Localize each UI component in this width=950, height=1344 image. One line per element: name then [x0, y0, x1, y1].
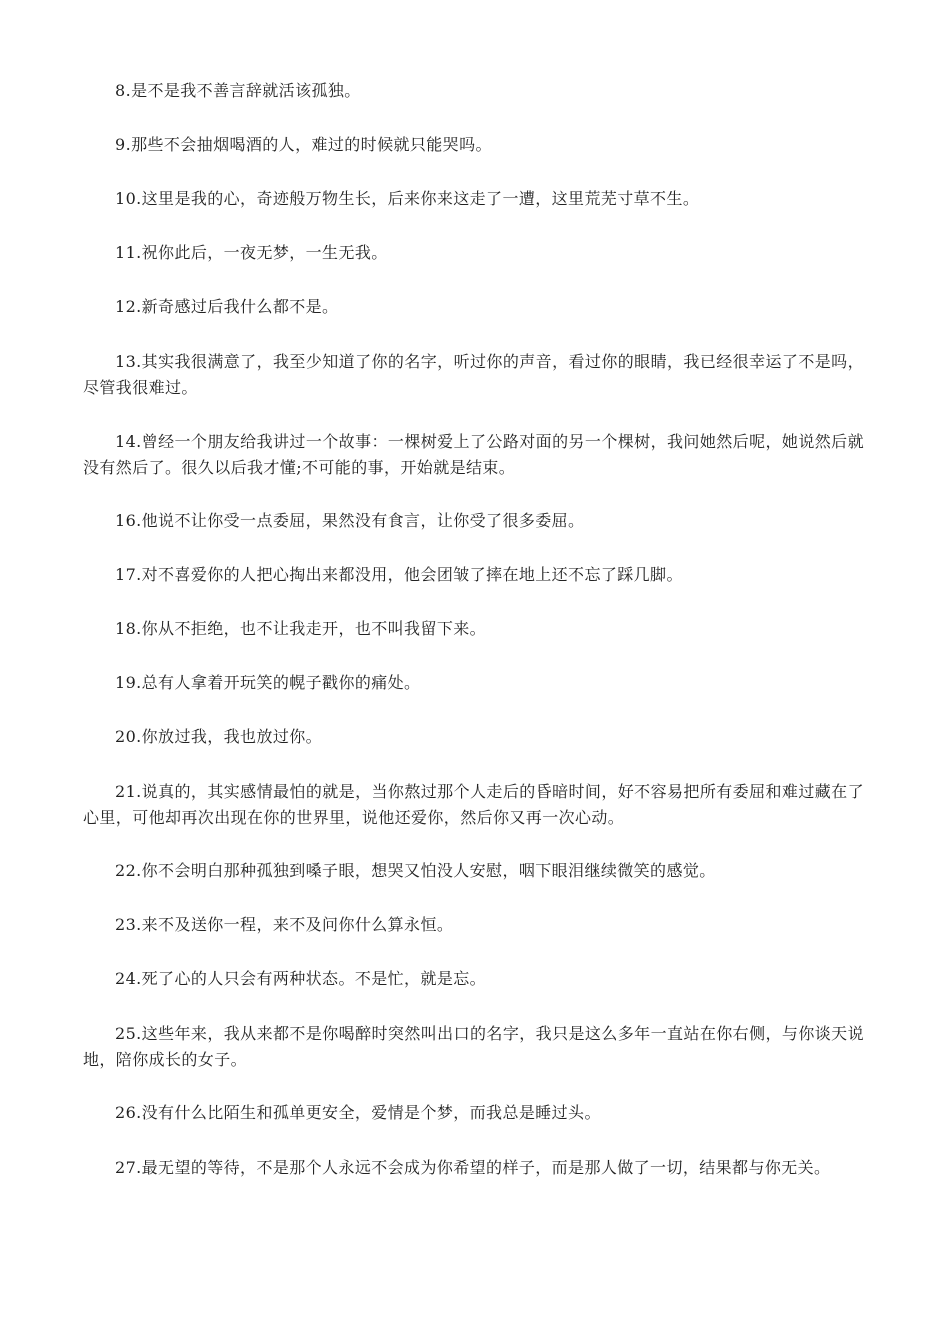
paragraph-22: 22.你不会明白那种孤独到嗓子眼，想哭又怕没人安慰，咽下眼泪继续微笑的感觉。	[115, 861, 716, 880]
paragraph-21: 21.说真的，其实感情最怕的就是，当你熬过那个人走后的昏暗时间，好不容易把所有委屈和难过藏在了心里，可他却再次出现在你的世界里，说他还爱你，然后你又再一次心动。	[83, 782, 864, 827]
paragraph-10: 10.这里是我的心，奇迹般万物生长，后来你来这走了一遭，这里荒芜寸草不生。	[115, 189, 700, 208]
paragraph-18: 18.你从不拒绝，也不让我走开，也不叫我留下来。	[115, 619, 487, 638]
paragraph-26: 26.没有什么比陌生和孤单更安全，爱情是个梦，而我总是睡过头。	[115, 1103, 601, 1122]
paragraph-24: 24.死了心的人只会有两种状态。不是忙，就是忘。	[115, 969, 487, 988]
paragraph-17: 17.对不喜爱你的人把心掏出来都没用，他会团皱了摔在地上还不忘了踩几脚。	[115, 565, 683, 584]
paragraph-19: 19.总有人拿着开玩笑的幌子戳你的痛处。	[115, 673, 421, 692]
paragraph-23: 23.来不及送你一程，来不及问你什么算永恒。	[115, 915, 454, 934]
paragraph-13: 13.其实我很满意了，我至少知道了你的名字，听过你的声音，看过你的眼睛，我已经很幸运了不是吗，尽管我很难过。	[83, 352, 864, 397]
paragraph-27: 27.最无望的等待，不是那个人永远不会成为你希望的样子，而是那人做了一切，结果都与你无关。	[115, 1158, 831, 1177]
paragraph-12: 12.新奇感过后我什么都不是。	[115, 297, 339, 316]
paragraph-9: 9.那些不会抽烟喝酒的人，难过的时候就只能哭吗。	[115, 135, 492, 154]
paragraph-16: 16.他说不让你受一点委屈，果然没有食言，让你受了很多委屈。	[115, 511, 585, 530]
paragraph-20: 20.你放过我，我也放过你。	[115, 727, 323, 746]
paragraph-11: 11.祝你此后，一夜无梦，一生无我。	[115, 243, 388, 262]
paragraph-25: 25.这些年来，我从来都不是你喝醉时突然叫出口的名字，我只是这么多年一直站在你右侧，与你谈天说地，陪你成长的女子。	[83, 1024, 864, 1069]
paragraph-8: 8.是不是我不善言辞就活该孤独。	[115, 81, 361, 100]
paragraph-14: 14.曾经一个朋友给我讲过一个故事：一棵树爱上了公路对面的另一个棵树，我问她然后呢，她说然后就没有然后了。很久以后我才懂;不可能的事，开始就是结束。	[83, 432, 864, 477]
